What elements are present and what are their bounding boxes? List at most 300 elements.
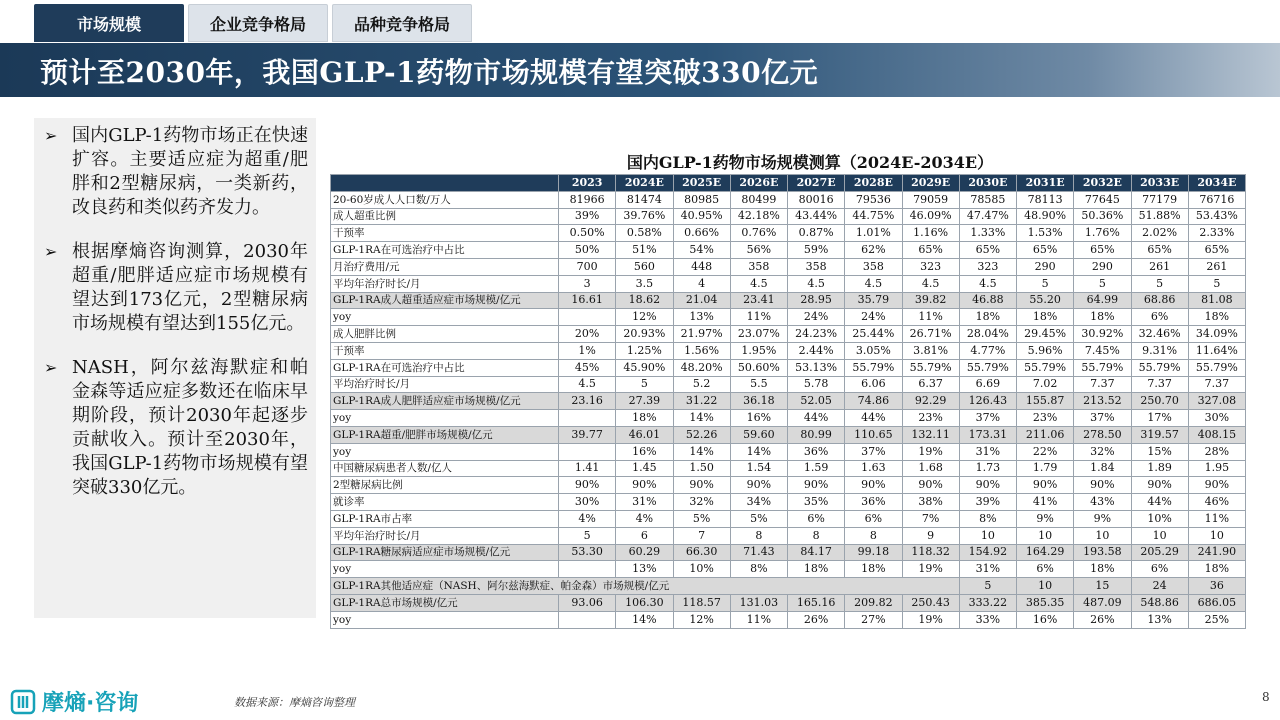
table-cell: 4.5	[788, 275, 845, 292]
table-cell: 16%	[1017, 611, 1074, 628]
table-cell: 1.84	[1074, 460, 1131, 477]
summary-panel	[34, 118, 316, 618]
tab-product-competition[interactable]: 品种竞争格局	[332, 4, 472, 42]
table-header-year: 2034E	[1188, 175, 1245, 192]
table-cell: 55.79%	[845, 359, 902, 376]
row-label: GLP-1RA超重/肥胖市场规模/亿元	[331, 426, 559, 443]
summary-bullet	[44, 240, 308, 336]
table-cell: 1.53%	[1017, 225, 1074, 242]
table-cell: 9%	[1017, 510, 1074, 527]
table-cell: 52.26	[673, 426, 730, 443]
row-label: 干预率	[331, 225, 559, 242]
table-cell: 28.04%	[959, 326, 1016, 343]
table-cell: 154.92	[959, 544, 1016, 561]
table-cell: 90%	[1017, 477, 1074, 494]
table-cell: 0.76%	[730, 225, 787, 242]
table-cell: 35.79	[845, 292, 902, 309]
table-body	[331, 191, 1246, 628]
table-cell: 261	[1131, 258, 1188, 275]
table-cell: 27.39	[616, 393, 673, 410]
table-cell: 65%	[959, 242, 1016, 259]
table-cell: 53.43%	[1188, 208, 1245, 225]
table-row	[331, 309, 1246, 326]
table-cell: 10	[1188, 527, 1245, 544]
table-row	[331, 376, 1246, 393]
table-cell: 23%	[902, 410, 959, 427]
row-label: GLP-1RA成人肥胖适应症市场规模/亿元	[331, 393, 559, 410]
table-cell: 6%	[845, 510, 902, 527]
table-cell: 26%	[1074, 611, 1131, 628]
table-cell: 35%	[788, 494, 845, 511]
title-bar	[0, 43, 1280, 97]
table-cell: 65%	[902, 242, 959, 259]
table-cell: 5.96%	[1017, 342, 1074, 359]
table-cell: 6.37	[902, 376, 959, 393]
table-cell: 20.93%	[616, 326, 673, 343]
row-label: GLP-1RA其他适应症（NASH、阿尔兹海默症、帕金森）市场规模/亿元	[331, 578, 960, 595]
table-cell	[559, 443, 616, 460]
arrow-bullet-icon: ➢	[44, 242, 58, 261]
table-cell: 1.41	[559, 460, 616, 477]
table-cell: 28%	[1188, 443, 1245, 460]
table-cell: 24%	[788, 309, 845, 326]
row-label: GLP-1RA总市场规模/亿元	[331, 594, 559, 611]
row-label: yoy	[331, 309, 559, 326]
table-cell: 7.37	[1131, 376, 1188, 393]
table-cell: 6%	[1131, 561, 1188, 578]
table-row	[331, 443, 1246, 460]
table-cell: 17%	[1131, 410, 1188, 427]
table-cell: 5	[959, 578, 1016, 595]
table-cell: 5	[1131, 275, 1188, 292]
table-cell: 23%	[1017, 410, 1074, 427]
table-cell: 65%	[1017, 242, 1074, 259]
table-cell: 90%	[673, 477, 730, 494]
table-cell: 39%	[959, 494, 1016, 511]
table-cell: 261	[1188, 258, 1245, 275]
table-cell: 24.23%	[788, 326, 845, 343]
table-row	[331, 494, 1246, 511]
table-cell: 79059	[902, 191, 959, 208]
table-cell: 9%	[1074, 510, 1131, 527]
table-cell: 59.60	[730, 426, 787, 443]
table-cell: 4.5	[730, 275, 787, 292]
table-cell: 7.02	[1017, 376, 1074, 393]
table-row	[331, 208, 1246, 225]
table-cell: 7.37	[1074, 376, 1131, 393]
table-cell: 39%	[559, 208, 616, 225]
table-cell: 5	[1188, 275, 1245, 292]
table-header-year: 2023	[559, 175, 616, 192]
table-header-year: 2027E	[788, 175, 845, 192]
table-cell: 18.62	[616, 292, 673, 309]
table-cell: 5	[616, 376, 673, 393]
table-cell: 81966	[559, 191, 616, 208]
table-cell: 164.29	[1017, 544, 1074, 561]
table-cell: 46.88	[959, 292, 1016, 309]
row-label: 平均年治疗时长/月	[331, 527, 559, 544]
table-cell: 12%	[616, 309, 673, 326]
table-cell: 5.78	[788, 376, 845, 393]
table-cell: 48.20%	[673, 359, 730, 376]
table-cell: 205.29	[1131, 544, 1188, 561]
table-cell: 50.36%	[1074, 208, 1131, 225]
table-cell: 11.64%	[1188, 342, 1245, 359]
table-cell: 24%	[845, 309, 902, 326]
table-cell: 1.89	[1131, 460, 1188, 477]
table-cell: 16%	[730, 410, 787, 427]
table-cell: 1%	[559, 342, 616, 359]
table-cell: 31%	[616, 494, 673, 511]
table-cell: 8	[788, 527, 845, 544]
table-cell: 37%	[959, 410, 1016, 427]
table-cell: 48.90%	[1017, 208, 1074, 225]
arrow-bullet-icon: ➢	[44, 358, 58, 377]
table-cell: 323	[959, 258, 1016, 275]
row-label: GLP-1RA糖尿病适应症市场规模/亿元	[331, 544, 559, 561]
table-cell: 3.81%	[902, 342, 959, 359]
table-cell	[559, 410, 616, 427]
table-cell: 56%	[730, 242, 787, 259]
table-cell: 43%	[1074, 494, 1131, 511]
table-cell: 90%	[559, 477, 616, 494]
table-cell: 90%	[902, 477, 959, 494]
table-cell: 1.45	[616, 460, 673, 477]
table-cell: 12%	[673, 611, 730, 628]
row-label: 20-60岁成人人口数/万人	[331, 191, 559, 208]
table-cell: 3	[559, 275, 616, 292]
table-cell: 6%	[788, 510, 845, 527]
table-cell: 32%	[1074, 443, 1131, 460]
table-cell: 27%	[845, 611, 902, 628]
table-cell: 358	[730, 258, 787, 275]
table-cell: 1.56%	[673, 342, 730, 359]
table-row	[331, 225, 1246, 242]
table-cell: 33%	[959, 611, 1016, 628]
table-cell: 6%	[1131, 309, 1188, 326]
table-row	[331, 594, 1246, 611]
brand-logo-icon	[10, 689, 36, 715]
table-cell: 0.66%	[673, 225, 730, 242]
table-cell: 6	[616, 527, 673, 544]
table-cell: 5	[559, 527, 616, 544]
table-cell: 3.5	[616, 275, 673, 292]
table-cell: 0.87%	[788, 225, 845, 242]
table-cell: 18%	[845, 561, 902, 578]
row-label: 干预率	[331, 342, 559, 359]
table-cell: 31.22	[673, 393, 730, 410]
table-cell: 1.54	[730, 460, 787, 477]
table-cell: 165.16	[788, 594, 845, 611]
table-cell: 4.5	[902, 275, 959, 292]
table-cell: 155.87	[1017, 393, 1074, 410]
table-row	[331, 578, 1246, 595]
table-cell: 10%	[673, 561, 730, 578]
table-header-year: 2030E	[959, 175, 1016, 192]
table-cell: 106.30	[616, 594, 673, 611]
table-cell: 29.45%	[1017, 326, 1074, 343]
table-cell: 5%	[673, 510, 730, 527]
table-row	[331, 460, 1246, 477]
table-cell: 173.31	[959, 426, 1016, 443]
table-cell: 11%	[902, 309, 959, 326]
table-cell: 90%	[959, 477, 1016, 494]
table-cell: 18%	[959, 309, 1016, 326]
table-cell: 78585	[959, 191, 1016, 208]
table-cell: 53.30	[559, 544, 616, 561]
table-cell: 36.18	[730, 393, 787, 410]
page-title: 预计至2030年，我国GLP-1药物市场规模有望突破330亿元	[40, 56, 819, 89]
table-cell: 23.16	[559, 393, 616, 410]
table-cell: 193.58	[1074, 544, 1131, 561]
table-cell: 7.45%	[1074, 342, 1131, 359]
table-cell: 0.58%	[616, 225, 673, 242]
table-cell: 77645	[1074, 191, 1131, 208]
table-cell: 31%	[959, 561, 1016, 578]
table-cell: 22%	[1017, 443, 1074, 460]
table-cell: 78113	[1017, 191, 1074, 208]
table-cell: 385.35	[1017, 594, 1074, 611]
table-cell: 1.50	[673, 460, 730, 477]
table-cell: 5%	[730, 510, 787, 527]
brand-name: 摩熵·咨询	[42, 691, 139, 716]
table-cell: 7	[673, 527, 730, 544]
table-cell: 358	[845, 258, 902, 275]
table-row	[331, 544, 1246, 561]
table-cell: 23.07%	[730, 326, 787, 343]
table-row	[331, 477, 1246, 494]
table-cell: 560	[616, 258, 673, 275]
table-title: 国内GLP-1药物市场规模测算（2024E-2034E）	[626, 153, 994, 172]
table-cell: 10	[1131, 527, 1188, 544]
table-cell: 6%	[1017, 561, 1074, 578]
table-cell: 53.13%	[788, 359, 845, 376]
table-cell: 250.43	[902, 594, 959, 611]
table-row	[331, 359, 1246, 376]
table-cell: 548.86	[1131, 594, 1188, 611]
table-cell: 290	[1017, 258, 1074, 275]
table-cell: 90%	[1131, 477, 1188, 494]
table-cell: 11%	[730, 611, 787, 628]
table-cell: 50.60%	[730, 359, 787, 376]
table-cell: 14%	[616, 611, 673, 628]
summary-bullet	[44, 356, 308, 500]
table-cell	[559, 561, 616, 578]
table-cell: 4%	[616, 510, 673, 527]
row-label: 平均年治疗时长/月	[331, 275, 559, 292]
table-cell: 39.77	[559, 426, 616, 443]
table-cell: 90%	[1188, 477, 1245, 494]
table-cell: 8%	[959, 510, 1016, 527]
table-cell: 84.17	[788, 544, 845, 561]
table-cell: 278.50	[1074, 426, 1131, 443]
table-cell: 66.30	[673, 544, 730, 561]
table-cell: 18%	[1074, 561, 1131, 578]
table-cell: 45.90%	[616, 359, 673, 376]
table-cell: 19%	[902, 443, 959, 460]
table-cell: 44%	[845, 410, 902, 427]
table-cell: 9	[902, 527, 959, 544]
table-cell: 1.95%	[730, 342, 787, 359]
table-cell: 8	[730, 527, 787, 544]
table-cell: 250.70	[1131, 393, 1188, 410]
table-row	[331, 510, 1246, 527]
table-cell: 51%	[616, 242, 673, 259]
table-cell: 2.33%	[1188, 225, 1245, 242]
table-row	[331, 611, 1246, 628]
table-cell: 4.5	[959, 275, 1016, 292]
table-header-year: 2033E	[1131, 175, 1188, 192]
table-row	[331, 242, 1246, 259]
table-cell: 7.37	[1188, 376, 1245, 393]
table-cell: 10	[959, 527, 1016, 544]
table-cell: 5	[1017, 275, 1074, 292]
table-cell: 9.31%	[1131, 342, 1188, 359]
row-label: 中国糖尿病患者人数/亿人	[331, 460, 559, 477]
table-cell: 46%	[1188, 494, 1245, 511]
table-cell: 36%	[845, 494, 902, 511]
table-cell: 80499	[730, 191, 787, 208]
table-cell: 34.09%	[1188, 326, 1245, 343]
table-cell: 7%	[902, 510, 959, 527]
row-label: 平均治疗时长/月	[331, 376, 559, 393]
table-cell: 36%	[788, 443, 845, 460]
table-cell: 333.22	[959, 594, 1016, 611]
table-cell: 44.75%	[845, 208, 902, 225]
table-cell: 5.2	[673, 376, 730, 393]
table-cell: 55.79%	[1131, 359, 1188, 376]
table-cell: 30%	[1188, 410, 1245, 427]
table-cell: 65%	[1131, 242, 1188, 259]
table-cell: 209.82	[845, 594, 902, 611]
table-cell: 126.43	[959, 393, 1016, 410]
table-cell: 118.32	[902, 544, 959, 561]
table-cell: 1.01%	[845, 225, 902, 242]
table-cell: 13%	[1131, 611, 1188, 628]
table-cell: 0.50%	[559, 225, 616, 242]
table-row	[331, 527, 1246, 544]
table-cell: 44%	[788, 410, 845, 427]
table-cell: 211.06	[1017, 426, 1074, 443]
table-cell: 30.92%	[1074, 326, 1131, 343]
table-cell: 1.59	[788, 460, 845, 477]
table-row	[331, 292, 1246, 309]
table-cell: 1.95	[1188, 460, 1245, 477]
table-cell: 16.61	[559, 292, 616, 309]
table-row	[331, 410, 1246, 427]
table-cell: 10	[1017, 578, 1074, 595]
table-cell: 408.15	[1188, 426, 1245, 443]
table-cell: 55.79%	[959, 359, 1016, 376]
table-cell: 1.76%	[1074, 225, 1131, 242]
data-source-note: 数据来源：摩熵咨询整理	[234, 696, 355, 709]
bullet-text: 国内GLP-1药物市场正在快速扩容。主要适应症为超重/肥胖和2型糖尿病，一类新药，改良药和类似药齐发力。	[72, 125, 308, 218]
table-cell: 3.05%	[845, 342, 902, 359]
brand-logo	[10, 686, 138, 717]
table-header-year: 2025E	[673, 175, 730, 192]
table-cell: 1.68	[902, 460, 959, 477]
table-row	[331, 258, 1246, 275]
table-row	[331, 326, 1246, 343]
table-cell: 90%	[845, 477, 902, 494]
table-cell: 25.44%	[845, 326, 902, 343]
table-cell: 686.05	[1188, 594, 1245, 611]
table-cell: 46.01	[616, 426, 673, 443]
table-cell: 30%	[559, 494, 616, 511]
row-label: 2型糖尿病比例	[331, 477, 559, 494]
table-cell: 4.5	[845, 275, 902, 292]
table-cell: 42.18%	[730, 208, 787, 225]
market-size-table	[330, 174, 1246, 629]
table-cell: 79536	[845, 191, 902, 208]
table-cell: 8	[845, 527, 902, 544]
table-cell: 71.43	[730, 544, 787, 561]
row-label: yoy	[331, 410, 559, 427]
table-row	[331, 191, 1246, 208]
table-cell: 93.06	[559, 594, 616, 611]
table-cell: 11%	[730, 309, 787, 326]
table-cell: 319.57	[1131, 426, 1188, 443]
row-label: GLP-1RA成人超重适应症市场规模/亿元	[331, 292, 559, 309]
table-cell: 1.16%	[902, 225, 959, 242]
table-cell: 13%	[673, 309, 730, 326]
table-cell: 32.46%	[1131, 326, 1188, 343]
table-cell: 44%	[1131, 494, 1188, 511]
table-cell: 8%	[730, 561, 787, 578]
table-cell: 15%	[1131, 443, 1188, 460]
table-header-row	[331, 175, 1246, 192]
table-header-year: 2026E	[730, 175, 787, 192]
table-header-year: 2024E	[616, 175, 673, 192]
table-cell: 37%	[845, 443, 902, 460]
table-cell: 448	[673, 258, 730, 275]
table-cell	[559, 309, 616, 326]
table-cell: 18%	[1188, 561, 1245, 578]
tab-market-size[interactable]: 市场规模	[34, 4, 184, 42]
table-cell: 64.99	[1074, 292, 1131, 309]
table-cell: 25%	[1188, 611, 1245, 628]
table-cell: 21.97%	[673, 326, 730, 343]
table-cell: 1.25%	[616, 342, 673, 359]
table-cell: 90%	[730, 477, 787, 494]
tab-enterprise-competition[interactable]: 企业竞争格局	[188, 4, 328, 42]
table-cell: 52.05	[788, 393, 845, 410]
table-cell: 68.86	[1131, 292, 1188, 309]
table-cell: 21.04	[673, 292, 730, 309]
table-cell: 4.5	[559, 376, 616, 393]
table-cell: 55.79%	[1074, 359, 1131, 376]
page-number: 8	[1262, 690, 1270, 704]
table-cell: 32%	[673, 494, 730, 511]
table-cell: 51.88%	[1131, 208, 1188, 225]
table-cell: 4	[673, 275, 730, 292]
tab-bar	[34, 4, 472, 42]
table-cell: 62%	[845, 242, 902, 259]
table-cell	[559, 611, 616, 628]
arrow-bullet-icon: ➢	[44, 126, 58, 145]
table-cell: 4%	[559, 510, 616, 527]
table-cell: 81.08	[1188, 292, 1245, 309]
table-cell: 327.08	[1188, 393, 1245, 410]
table-cell: 487.09	[1074, 594, 1131, 611]
table-cell: 90%	[788, 477, 845, 494]
row-label: 月治疗费用/元	[331, 258, 559, 275]
table-cell: 213.52	[1074, 393, 1131, 410]
table-cell: 28.95	[788, 292, 845, 309]
table-cell: 19%	[902, 611, 959, 628]
table-cell: 110.65	[845, 426, 902, 443]
bullet-text: NASH，阿尔兹海默症和帕金森等适应症多数还在临床早期阶段，预计2030年起逐步贡献收入。预计至2030年，我国GLP-1药物市场规模有望突破330亿元。	[72, 357, 308, 498]
